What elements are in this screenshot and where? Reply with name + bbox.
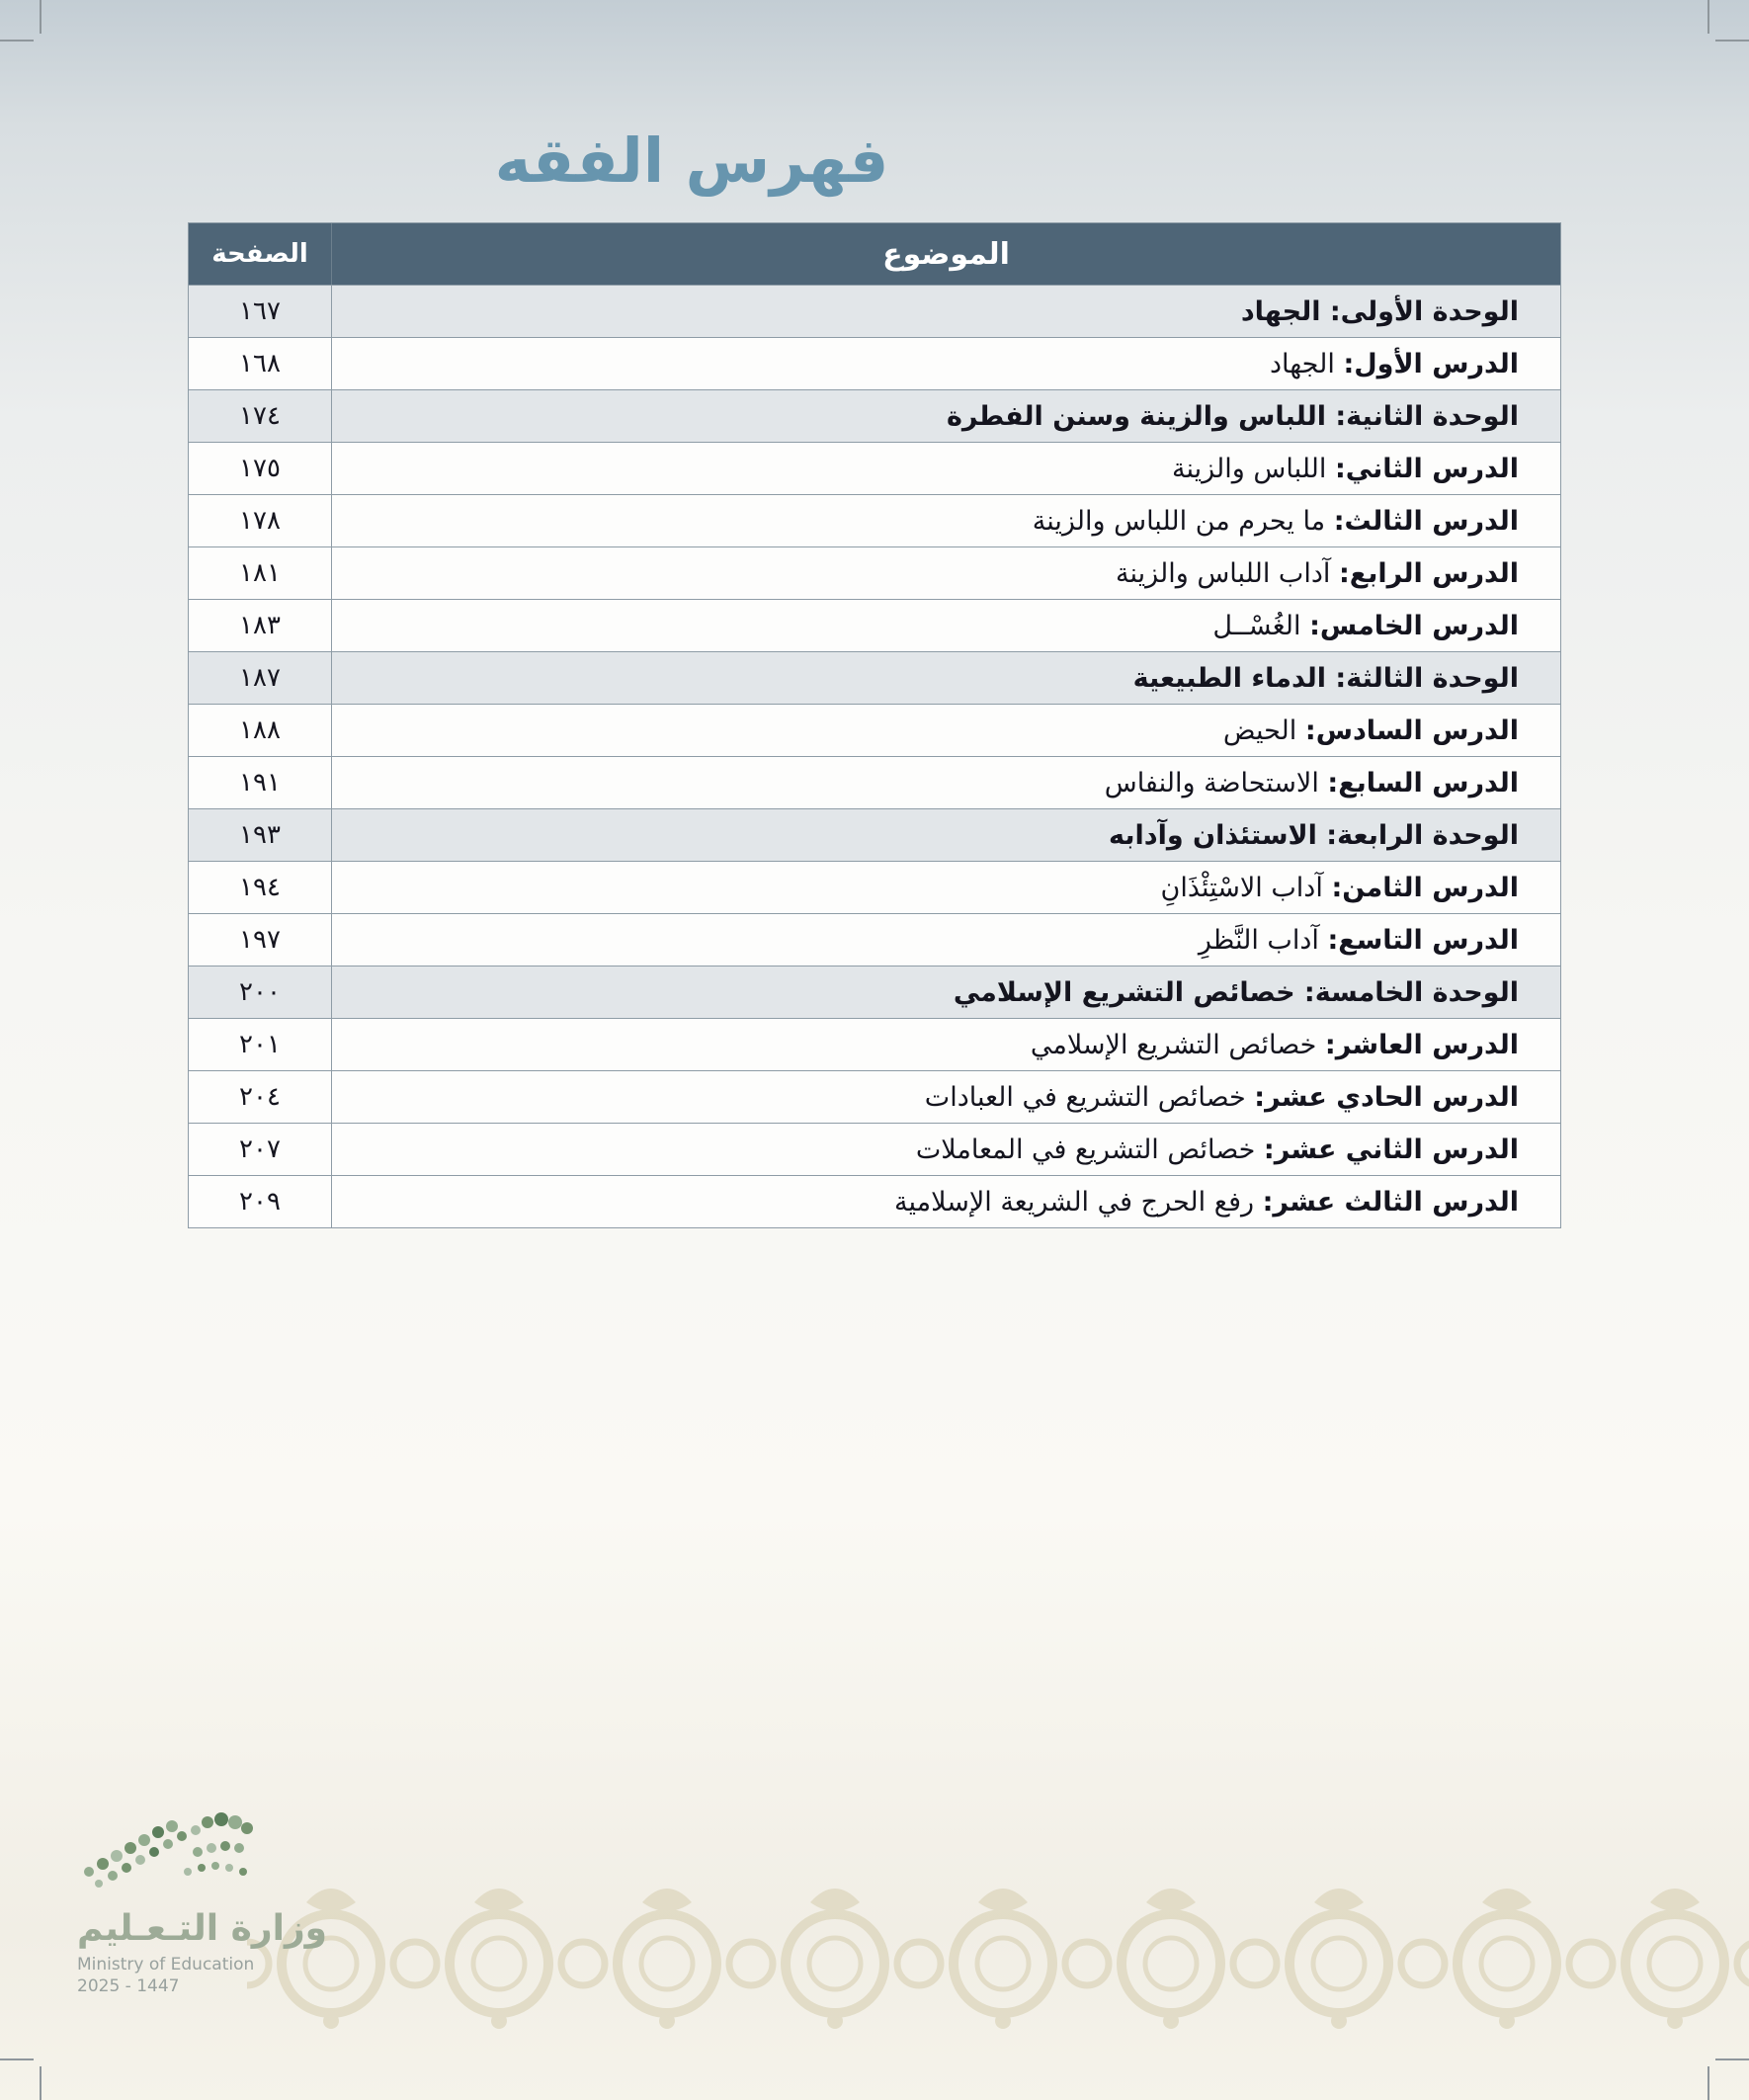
toc-topic <box>332 757 1560 808</box>
toc-row-lesson <box>189 494 1560 546</box>
toc-page-number: ١٩١ <box>189 757 332 808</box>
toc-topic-text: خصائص التشريع الإسلامي <box>1030 1029 1325 1060</box>
toc-topic <box>332 652 1560 704</box>
crop-mark <box>1715 2058 1749 2060</box>
toc-page-number: ٢٠٧ <box>189 1124 332 1175</box>
toc-page-number: ١٦٨ <box>189 338 332 389</box>
toc-table <box>188 222 1561 1228</box>
toc-topic-label: الوحدة الأولى: الجهاد <box>1240 295 1519 327</box>
toc-topic <box>332 390 1560 442</box>
toc-topic <box>332 338 1560 389</box>
toc-page-number: ١٨٣ <box>189 600 332 651</box>
crop-mark <box>1715 40 1749 42</box>
toc-page-number: ٢٠٠ <box>189 966 332 1018</box>
toc-header-page: الصفحة <box>189 223 332 285</box>
toc-page-number: ١٦٧ <box>189 286 332 337</box>
page-title: فهرس الفقه <box>494 125 889 197</box>
toc-topic <box>332 547 1560 599</box>
crop-mark <box>1707 2066 1709 2100</box>
toc-topic-text: آداب النَّظرِ <box>1198 924 1328 956</box>
toc-topic-label: الدرس الثامن: <box>1331 872 1519 903</box>
toc-topic-label: الدرس العاشر: <box>1324 1029 1519 1060</box>
toc-header-row <box>189 223 1560 285</box>
toc-page-number: ١٨٧ <box>189 652 332 704</box>
toc-topic-label: الدرس الثاني عشر: <box>1263 1134 1519 1165</box>
toc-row-unit <box>189 651 1560 704</box>
toc-topic-label: الدرس الرابع: <box>1338 557 1519 589</box>
toc-page-number: ١٩٤ <box>189 862 332 913</box>
toc-row-lesson <box>189 546 1560 599</box>
toc-topic <box>332 1124 1560 1175</box>
arabesque-ornament <box>247 1883 1749 2031</box>
toc-topic-text: اللباس والزينة <box>1172 453 1335 484</box>
toc-topic-label: الدرس الثالث: <box>1333 505 1519 537</box>
toc-row-lesson <box>189 913 1560 966</box>
ministry-logo-arabic-wordmark: وزارة التـعـليم <box>77 1908 328 1949</box>
toc-row-lesson <box>189 1123 1560 1175</box>
toc-topic-text: خصائص التشريع في المعاملات <box>915 1134 1264 1165</box>
toc-topic <box>332 705 1560 756</box>
ministry-logo-english: Ministry of Education <box>77 1955 255 1974</box>
toc-topic-label: الدرس الثاني: <box>1335 453 1519 484</box>
crop-mark <box>0 40 34 42</box>
toc-row-lesson <box>189 599 1560 651</box>
toc-topic-text: الجهاد <box>1269 348 1344 379</box>
toc-topic-label: الوحدة الخامسة: خصائص التشريع الإسلامي <box>953 976 1519 1008</box>
toc-body <box>189 285 1560 1227</box>
toc-page-number: ١٨١ <box>189 547 332 599</box>
toc-row-unit <box>189 966 1560 1018</box>
toc-page-number: ١٨٨ <box>189 705 332 756</box>
toc-topic <box>332 600 1560 651</box>
toc-row-unit <box>189 808 1560 861</box>
toc-header-topic: الموضوع <box>882 236 1010 272</box>
toc-topic-label: الوحدة الرابعة: الاستئذان وآدابه <box>1108 819 1519 851</box>
toc-topic-label: الوحدة الثالثة: الدماء الطبيعية <box>1132 662 1519 694</box>
toc-row-lesson <box>189 1175 1560 1227</box>
toc-topic <box>332 1071 1560 1123</box>
toc-topic-text: الغُسْــل <box>1212 610 1310 641</box>
crop-mark <box>0 2058 34 2060</box>
ministry-logo <box>77 1810 334 1996</box>
toc-topic <box>332 495 1560 546</box>
toc-topic-label: الدرس التاسع: <box>1327 924 1519 956</box>
toc-row-unit <box>189 389 1560 442</box>
toc-row-lesson <box>189 861 1560 913</box>
toc-topic-text: آداب الاسْتِئْذَانِ <box>1160 872 1332 903</box>
crop-mark <box>40 0 42 34</box>
toc-topic-text: خصائص التشريع في العبادات <box>924 1081 1255 1113</box>
toc-row-lesson <box>189 704 1560 756</box>
toc-topic <box>332 443 1560 494</box>
ministry-logo-years: 2025 - 1447 <box>77 1976 180 1996</box>
toc-row-lesson <box>189 1018 1560 1070</box>
toc-topic-label: الدرس الحادي عشر: <box>1254 1081 1519 1113</box>
toc-topic <box>332 966 1560 1018</box>
toc-topic <box>332 286 1560 337</box>
toc-row-lesson <box>189 1070 1560 1123</box>
toc-topic-label: الوحدة الثانية: اللباس والزينة وسنن الفطرة <box>946 400 1519 432</box>
toc-topic-text: آداب اللباس والزينة <box>1115 557 1339 589</box>
toc-page-number: ١٧٤ <box>189 390 332 442</box>
toc-topic-label: الدرس السادس: <box>1304 714 1519 746</box>
toc-topic-text: ما يحرم من اللباس والزينة <box>1032 505 1334 537</box>
toc-row-lesson <box>189 442 1560 494</box>
toc-row-lesson <box>189 756 1560 808</box>
toc-topic-label: الدرس الثالث عشر: <box>1262 1186 1519 1218</box>
toc-page-number: ١٧٥ <box>189 443 332 494</box>
toc-topic <box>332 914 1560 966</box>
toc-topic-label: الدرس السابع: <box>1327 767 1519 798</box>
toc-topic <box>332 1019 1560 1070</box>
toc-topic-label: الدرس الخامس: <box>1309 610 1519 641</box>
ministry-logo-dots <box>77 1810 285 1904</box>
toc-topic <box>332 1176 1560 1227</box>
crop-mark <box>1707 0 1709 34</box>
toc-page-number: ١٧٨ <box>189 495 332 546</box>
toc-topic-text: الاستحاضة والنفاس <box>1104 767 1328 798</box>
toc-topic-text: رفع الحرج في الشريعة الإسلامية <box>894 1186 1263 1218</box>
toc-topic-text: الحيض <box>1222 714 1305 746</box>
toc-page-number: ٢٠٤ <box>189 1071 332 1123</box>
toc-page-number: ٢٠١ <box>189 1019 332 1070</box>
toc-page-number: ١٩٧ <box>189 914 332 966</box>
toc-page-number: ١٩٣ <box>189 809 332 861</box>
toc-topic-label: الدرس الأول: <box>1343 348 1519 379</box>
toc-topic <box>332 809 1560 861</box>
crop-mark <box>40 2066 42 2100</box>
toc-row-unit <box>189 285 1560 337</box>
toc-page-number: ٢٠٩ <box>189 1176 332 1227</box>
toc-row-lesson <box>189 337 1560 389</box>
toc-topic <box>332 862 1560 913</box>
